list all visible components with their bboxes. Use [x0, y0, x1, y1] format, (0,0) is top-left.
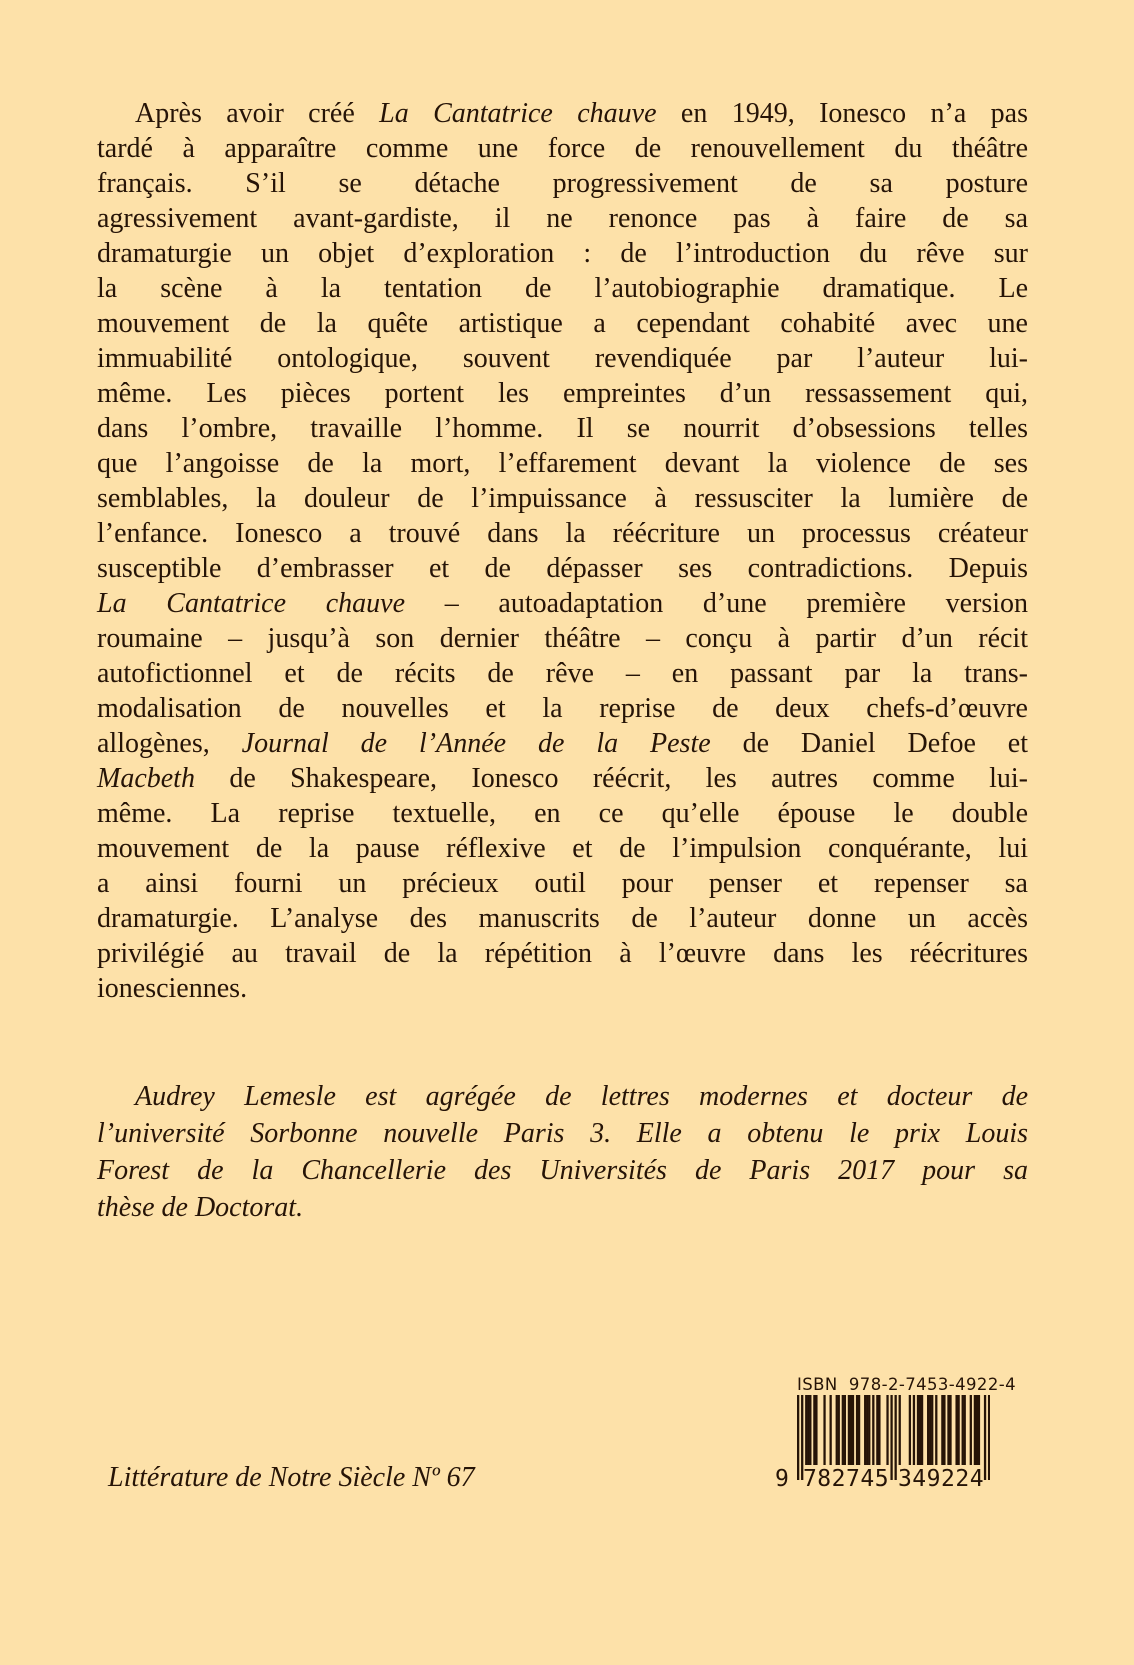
- synopsis-line: Macbeth de Shakespeare, Ionesco réécrit, les autres comme lui-: [97, 763, 1028, 794]
- synopsis-line: la scène à la tentation de l’autobiographie dramatique. Le: [97, 273, 1028, 304]
- synopsis-line: mouvement de la pause réflexive et de l’impulsion conquérante, lui: [97, 833, 1028, 864]
- synopsis-line: même. Les pièces portent les empreintes d’un ressassement qui,: [97, 378, 1028, 409]
- synopsis-line: même. La reprise textuelle, en ce qu’elle épouse le double: [97, 798, 1028, 829]
- synopsis-line: mouvement de la quête artistique a cependant cohabité avec une: [97, 308, 1028, 339]
- synopsis-line: privilégié au travail de la répétition à l’œuvre dans les réécritures: [97, 938, 1028, 969]
- synopsis-line: dramaturgie. L’analyse des manuscrits de l’auteur donne un accès: [97, 903, 1028, 934]
- synopsis-line: Après avoir créé La Cantatrice chauve en 1949, Ionesco n’a pas: [135, 98, 1028, 129]
- synopsis-line: dans l’ombre, travaille l’homme. Il se nourrit d’obsessions telles: [97, 413, 1028, 444]
- barcode-digit-group: 9: [775, 1466, 790, 1492]
- synopsis-line: ionesciennes.: [97, 973, 248, 1004]
- synopsis-line: allogènes, Journal de l’Année de la Peste de Daniel Defoe et: [97, 728, 1028, 759]
- synopsis-line: dramaturgie un objet d’exploration : de l’introduction du rêve sur: [97, 238, 1028, 269]
- synopsis-line: français. S’il se détache progressivement de sa posture: [97, 168, 1028, 199]
- synopsis-paragraph: [97, 96, 1028, 1006]
- synopsis-line: que l’angoisse de la mort, l’effarement devant la violence de ses: [97, 448, 1028, 479]
- synopsis-line: La Cantatrice chauve – autoadaptation d’une première version: [97, 588, 1028, 619]
- barcode-digit-group: 349224: [897, 1466, 985, 1492]
- author-bio-paragraph: [97, 1078, 1028, 1226]
- synopsis-line: modalisation de nouvelles et la reprise de deux chefs-d’œuvre: [97, 693, 1028, 724]
- bio-line: thèse de Doctorat.: [97, 1192, 304, 1223]
- synopsis-line: a ainsi fourni un précieux outil pour penser et repenser sa: [97, 868, 1028, 899]
- collection-label: Littérature de Notre Siècle Nº 67: [108, 1462, 475, 1493]
- synopsis-line: l’enfance. Ionesco a trouvé dans la réécriture un processus créateur: [97, 518, 1028, 549]
- bio-line: l’université Sorbonne nouvelle Paris 3. Elle a obtenu le prix Louis: [97, 1118, 1028, 1149]
- synopsis-line: tardé à apparaître comme une force de renouvellement du théâtre: [97, 133, 1028, 164]
- synopsis-line: agressivement avant-gardiste, il ne renonce pas à faire de sa: [97, 203, 1028, 234]
- bio-line: Audrey Lemesle est agrégée de lettres modernes et docteur de: [135, 1081, 1028, 1112]
- synopsis-line: autofictionnel et de récits de rêve – en passant par la trans-: [97, 658, 1028, 689]
- bio-line: Forest de la Chancellerie des Universités de Paris 2017 pour sa: [97, 1155, 1028, 1186]
- barcode-digit-group: 782745: [802, 1466, 890, 1492]
- isbn-barcode-block: [775, 1375, 1016, 1498]
- synopsis-line: susceptible d’embrasser et de dépasser ses contradictions. Depuis: [97, 553, 1028, 584]
- synopsis-line: roumaine – jusqu’à son dernier théâtre – conçu à partir d’un récit: [97, 623, 1028, 654]
- synopsis-line: immuabilité ontologique, souvent revendiquée par l’auteur lui-: [97, 343, 1028, 374]
- synopsis-line: semblables, la douleur de l’impuissance à ressusciter la lumière de: [97, 483, 1028, 514]
- isbn-label: ISBN 978-2-7453-4922-4: [797, 1375, 1016, 1394]
